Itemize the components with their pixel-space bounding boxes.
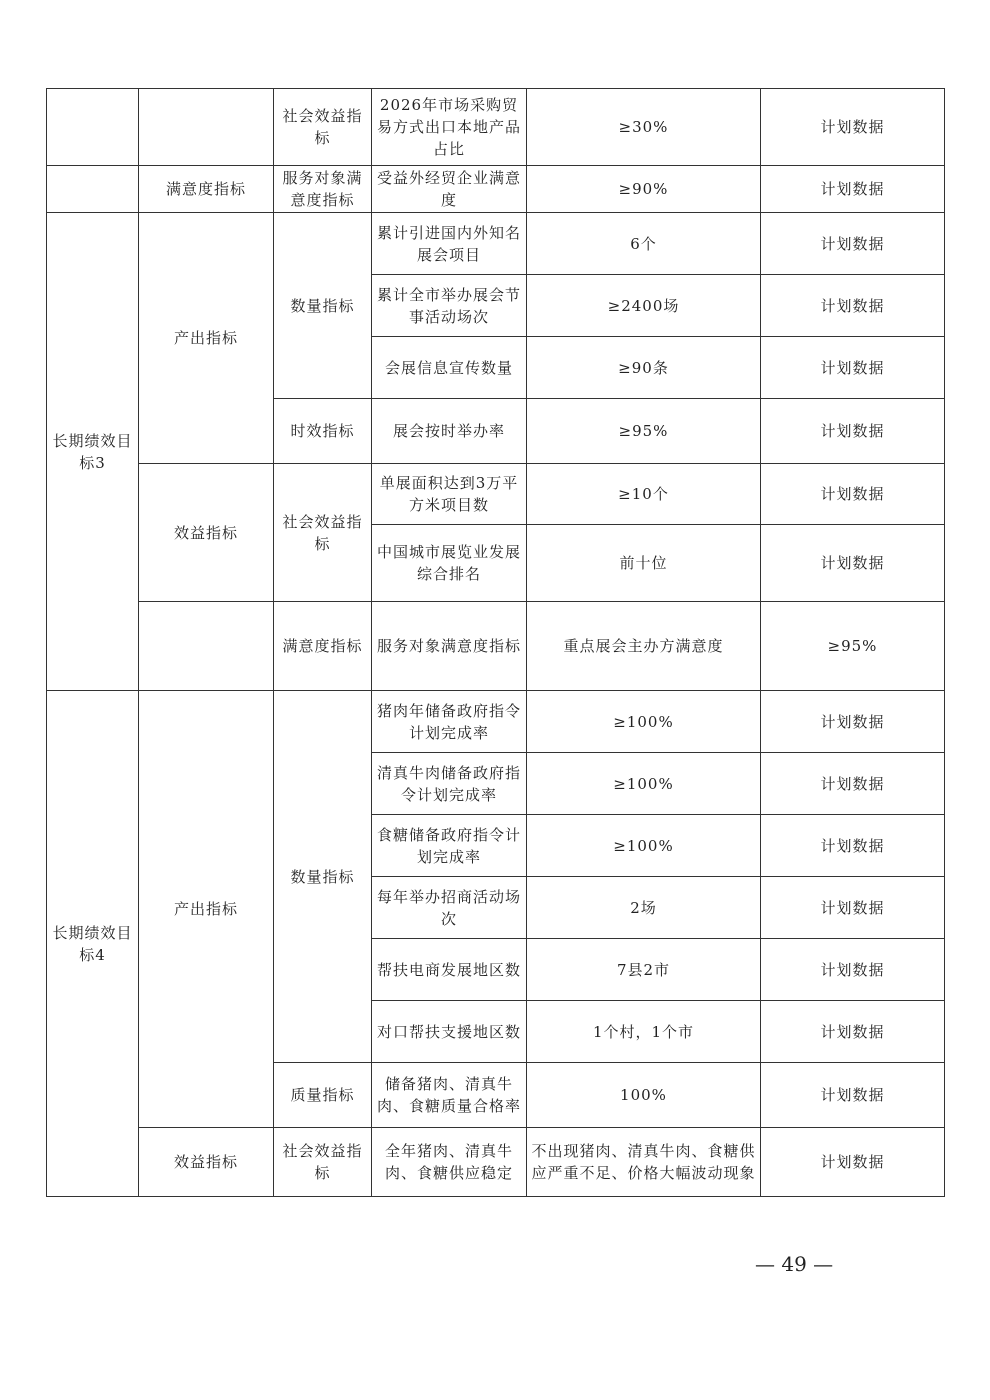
data-source-cell: 计划数据 xyxy=(761,337,945,399)
target-value-cell: ≥90% xyxy=(527,166,761,213)
level2-indicator-cell: 社会效益指标 xyxy=(274,464,372,602)
data-source-cell: 计划数据 xyxy=(761,1128,945,1197)
level3-indicator-cell: 单展面积达到3万平方米项目数 xyxy=(372,464,527,525)
target-value-cell: ≥100% xyxy=(527,815,761,877)
data-source-cell: 计划数据 xyxy=(761,399,945,464)
data-source-cell: 计划数据 xyxy=(761,815,945,877)
table-row xyxy=(47,464,945,525)
level1-indicator-cell: 效益指标 xyxy=(139,1128,274,1197)
goal-cell xyxy=(47,166,139,213)
level3-indicator-cell: 重点展会主办方满意度 xyxy=(527,602,761,691)
table-row xyxy=(47,691,945,753)
data-source-cell: 计划数据 xyxy=(761,89,945,166)
level3-indicator-cell: 累计全市举办展会节事活动场次 xyxy=(372,275,527,337)
data-source-cell: 计划数据 xyxy=(761,464,945,525)
target-value-cell: ≥100% xyxy=(527,753,761,815)
target-value-cell: 100% xyxy=(527,1063,761,1128)
level2-indicator-cell: 社会效益指标 xyxy=(274,89,372,166)
target-value-cell: ≥90条 xyxy=(527,337,761,399)
level2-indicator-cell: 数量指标 xyxy=(274,213,372,399)
table-row xyxy=(47,1128,945,1197)
target-value-cell: 2场 xyxy=(527,877,761,939)
goal-cell xyxy=(139,602,274,691)
target-value-cell: 前十位 xyxy=(527,525,761,602)
level3-indicator-cell: 对口帮扶支援地区数 xyxy=(372,1001,527,1063)
goal-cell: 长期绩效目标3 xyxy=(47,213,139,691)
level3-indicator-cell: 中国城市展览业发展综合排名 xyxy=(372,525,527,602)
level1-indicator-cell: 满意度指标 xyxy=(274,602,372,691)
level2-indicator-cell: 质量指标 xyxy=(274,1063,372,1128)
level3-indicator-cell: 展会按时举办率 xyxy=(372,399,527,464)
data-source-cell: 计划数据 xyxy=(761,691,945,753)
level1-indicator-cell: 产出指标 xyxy=(139,691,274,1128)
performance-indicator-table xyxy=(46,88,945,1197)
level2-indicator-cell: 时效指标 xyxy=(274,399,372,464)
table-row xyxy=(47,213,945,275)
level2-indicator-cell: 服务对象满意度指标 xyxy=(274,166,372,213)
target-value-cell: 不出现猪肉、清真牛肉、食糖供应严重不足、价格大幅波动现象 xyxy=(527,1128,761,1197)
table-row xyxy=(47,89,945,166)
data-source-cell: 计划数据 xyxy=(761,275,945,337)
table-row xyxy=(47,602,945,691)
target-value-cell: ≥10个 xyxy=(527,464,761,525)
level3-indicator-cell: 累计引进国内外知名展会项目 xyxy=(372,213,527,275)
level1-indicator-cell xyxy=(139,89,274,166)
target-value-cell: ≥100% xyxy=(527,691,761,753)
goal-cell xyxy=(47,89,139,166)
target-value-cell: 1个村，1个市 xyxy=(527,1001,761,1063)
target-value-cell: ≥95% xyxy=(761,602,945,691)
goal-cell: 长期绩效目标4 xyxy=(47,691,139,1197)
table-row xyxy=(47,166,945,213)
level3-indicator-cell: 2026年市场采购贸易方式出口本地产品占比 xyxy=(372,89,527,166)
level2-indicator-cell: 服务对象满意度指标 xyxy=(372,602,527,691)
level3-indicator-cell: 每年举办招商活动场次 xyxy=(372,877,527,939)
level3-indicator-cell: 会展信息宣传数量 xyxy=(372,337,527,399)
level2-indicator-cell: 社会效益指标 xyxy=(274,1128,372,1197)
target-value-cell: ≥30% xyxy=(527,89,761,166)
level2-indicator-cell: 数量指标 xyxy=(274,691,372,1063)
page-number: — 49 — xyxy=(755,1252,834,1276)
target-value-cell: 6个 xyxy=(527,213,761,275)
level3-indicator-cell: 全年猪肉、清真牛肉、食糖供应稳定 xyxy=(372,1128,527,1197)
target-value-cell: 7县2市 xyxy=(527,939,761,1001)
target-value-cell: ≥2400场 xyxy=(527,275,761,337)
data-source-cell: 计划数据 xyxy=(761,877,945,939)
data-source-cell: 计划数据 xyxy=(761,166,945,213)
target-value-cell: ≥95% xyxy=(527,399,761,464)
level1-indicator-cell: 效益指标 xyxy=(139,464,274,602)
data-source-cell: 计划数据 xyxy=(761,753,945,815)
level3-indicator-cell: 猪肉年储备政府指令计划完成率 xyxy=(372,691,527,753)
level3-indicator-cell: 受益外经贸企业满意度 xyxy=(372,166,527,213)
data-source-cell: 计划数据 xyxy=(761,1063,945,1128)
data-source-cell: 计划数据 xyxy=(761,213,945,275)
data-source-cell: 计划数据 xyxy=(761,525,945,602)
level3-indicator-cell: 帮扶电商发展地区数 xyxy=(372,939,527,1001)
data-source-cell: 计划数据 xyxy=(761,1001,945,1063)
level1-indicator-cell: 满意度指标 xyxy=(139,166,274,213)
data-source-cell: 计划数据 xyxy=(761,939,945,1001)
level1-indicator-cell: 产出指标 xyxy=(139,213,274,464)
level3-indicator-cell: 储备猪肉、清真牛肉、食糖质量合格率 xyxy=(372,1063,527,1128)
level3-indicator-cell: 清真牛肉储备政府指令计划完成率 xyxy=(372,753,527,815)
level3-indicator-cell: 食糖储备政府指令计划完成率 xyxy=(372,815,527,877)
